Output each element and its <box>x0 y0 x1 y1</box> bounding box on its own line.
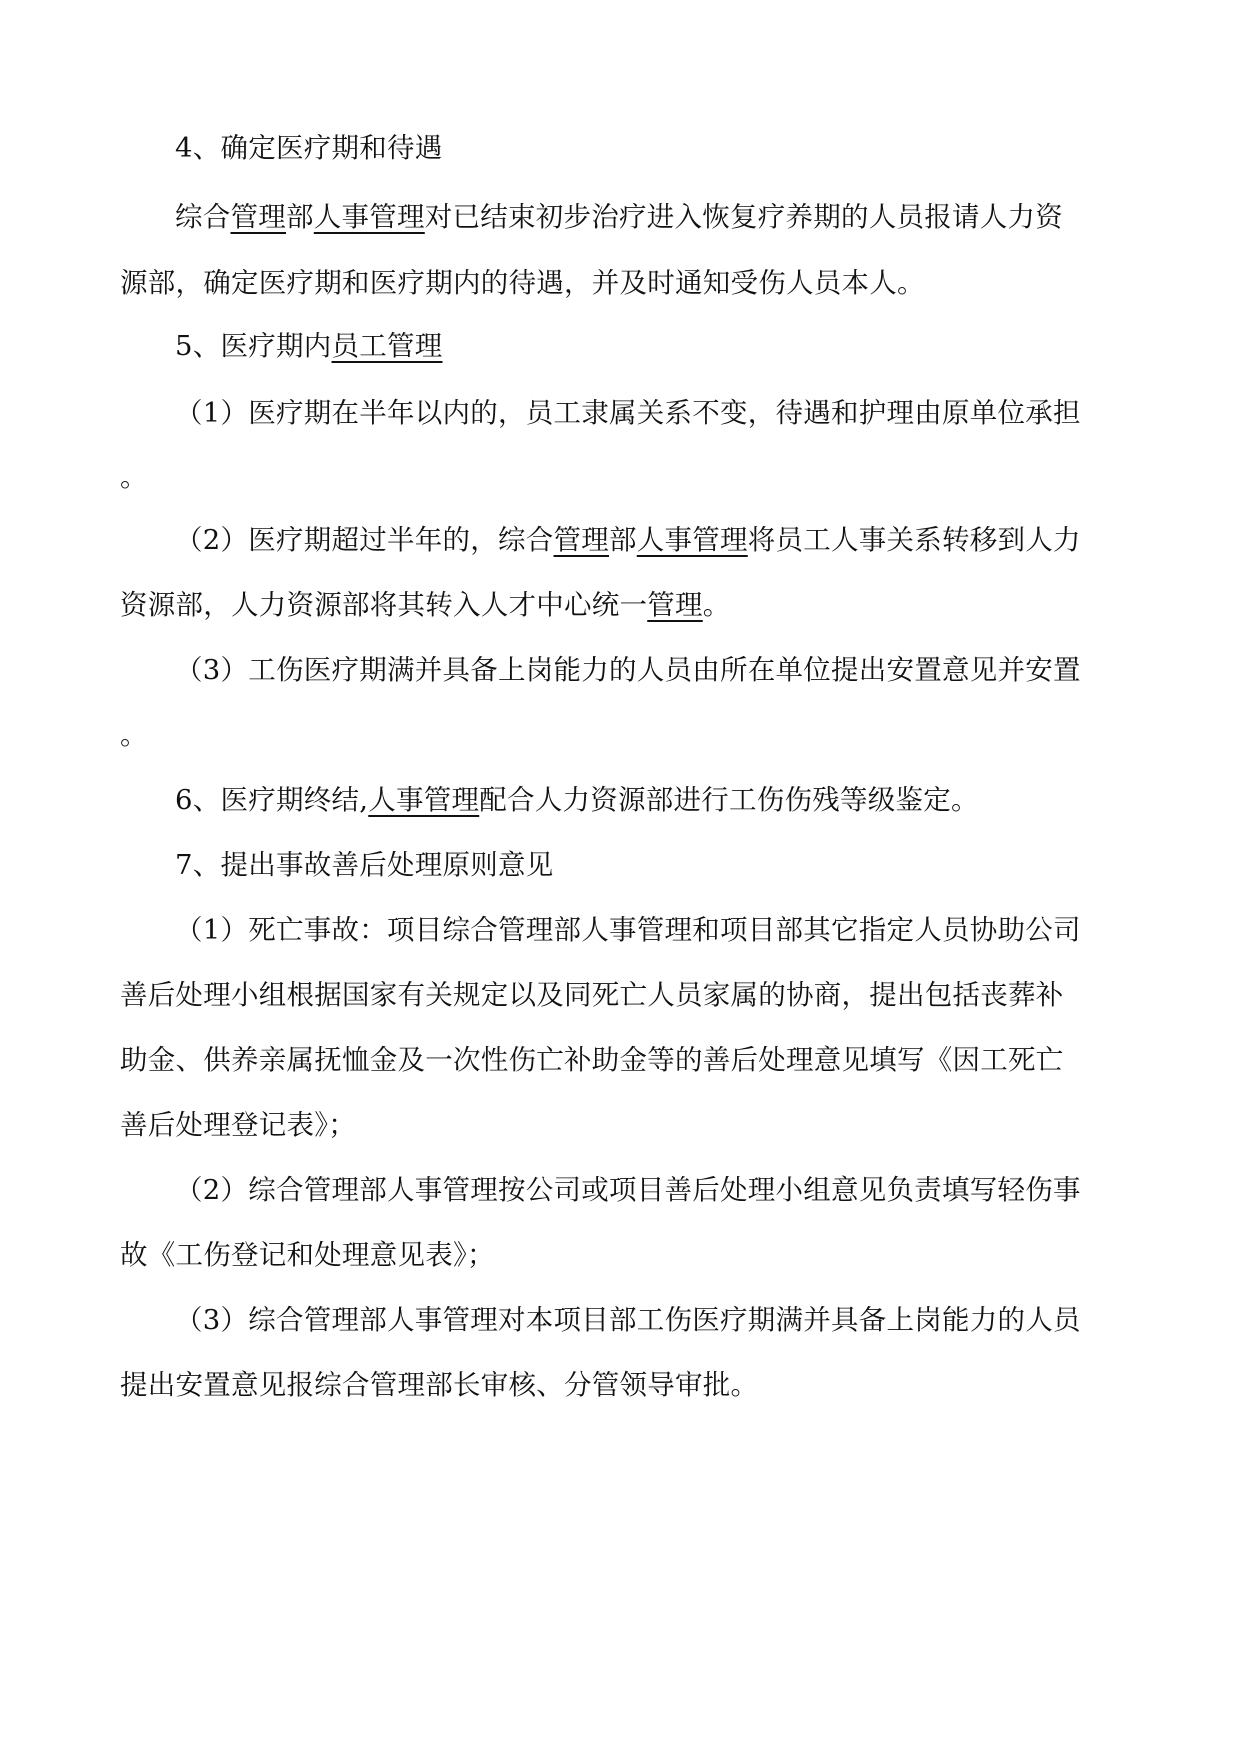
paragraph-line <box>175 197 1063 237</box>
paragraph-line <box>120 1105 356 1145</box>
text-segment: 提出安置意见报综合管理部长审核、分管领导审批。 <box>120 1369 759 1401</box>
text-segment: 对已结束初步治疗进入恢复疗养期的人员报请人力资 <box>424 201 1063 233</box>
paragraph-line <box>120 1365 758 1405</box>
paragraph-line <box>120 585 731 625</box>
paragraph-line <box>175 393 1081 433</box>
underlined-term: 人事管理 <box>368 784 480 816</box>
paragraph-line <box>120 715 148 755</box>
text-segment: 部 <box>286 201 314 233</box>
text-segment: 善后处理小组根据国家有关规定以及同死亡人员家属的协商，提出包括丧葬补 <box>120 979 1064 1011</box>
paragraph-line <box>175 910 1081 950</box>
text-segment: （2）综合管理部人事管理按公司或项目善后处理小组意见负责填写轻伤事 <box>175 1174 1081 1206</box>
underlined-term: 人事管理 <box>636 524 748 556</box>
paragraph-line <box>120 975 1064 1015</box>
text-segment: （1）医疗期在半年以内的，员工隶属关系不变，待遇和护理由原单位承担 <box>175 397 1081 429</box>
text-segment: 配合人力资源部进行工伤伤残等级鉴定。 <box>479 784 979 816</box>
heading-5 <box>175 326 443 366</box>
text-segment: 部 <box>609 524 637 556</box>
text-segment: （2）医疗期超过半年的，综合 <box>175 524 554 556</box>
text-segment: 助金、供养亲属抚恤金及一次性伤亡补助金等的善后处理意见填写《因工死亡 <box>120 1044 1064 1076</box>
underlined-term: 员工管理 <box>331 330 443 362</box>
underlined-term: 管理 <box>553 524 609 556</box>
text-segment: 源部，确定医疗期和医疗期内的待遇，并及时通知受伤人员本人。 <box>120 267 925 299</box>
paragraph-line <box>120 457 148 497</box>
heading-4 <box>175 128 443 168</box>
text-segment: 。 <box>120 461 148 493</box>
underlined-term: 人事管理 <box>313 201 425 233</box>
underlined-term: 管理 <box>230 201 286 233</box>
text-segment: 。 <box>702 589 731 621</box>
text-segment: （3）工伤医疗期满并具备上岗能力的人员由所在单位提出安置意见并安置 <box>175 654 1081 686</box>
heading-7 <box>175 845 554 885</box>
paragraph-line <box>175 520 1081 560</box>
paragraph-line <box>120 1040 1064 1080</box>
text-segment: 5、医疗期内 <box>175 330 332 362</box>
text-segment: 综合 <box>175 201 231 233</box>
underlined-term: 管理 <box>647 589 703 621</box>
text-segment: 善后处理登记表》； <box>120 1109 356 1141</box>
text-segment: 。 <box>120 719 148 751</box>
text-segment: 6、医疗期终结, <box>175 784 369 816</box>
paragraph-line <box>175 1170 1081 1210</box>
paragraph-line <box>175 1300 1081 1340</box>
paragraph-line <box>120 1235 495 1275</box>
paragraph-line <box>120 263 925 303</box>
text-segment: 故《工伤登记和处理意见表》； <box>120 1239 495 1271</box>
text-segment: 资源部，人力资源部将其转入人才中心统一 <box>120 589 648 621</box>
text-segment: （1）死亡事故：项目综合管理部人事管理和项目部其它指定人员协助公司 <box>175 914 1081 946</box>
paragraph-line <box>175 650 1081 690</box>
text-segment: （3）综合管理部人事管理对本项目部工伤医疗期满并具备上岗能力的人员 <box>175 1304 1081 1336</box>
text-segment: 7、提出事故善后处理原则意见 <box>175 849 554 881</box>
text-segment: 将员工人事关系转移到人力 <box>747 524 1081 556</box>
text-segment: 4、确定医疗期和待遇 <box>175 132 443 164</box>
heading-6 <box>175 780 979 820</box>
